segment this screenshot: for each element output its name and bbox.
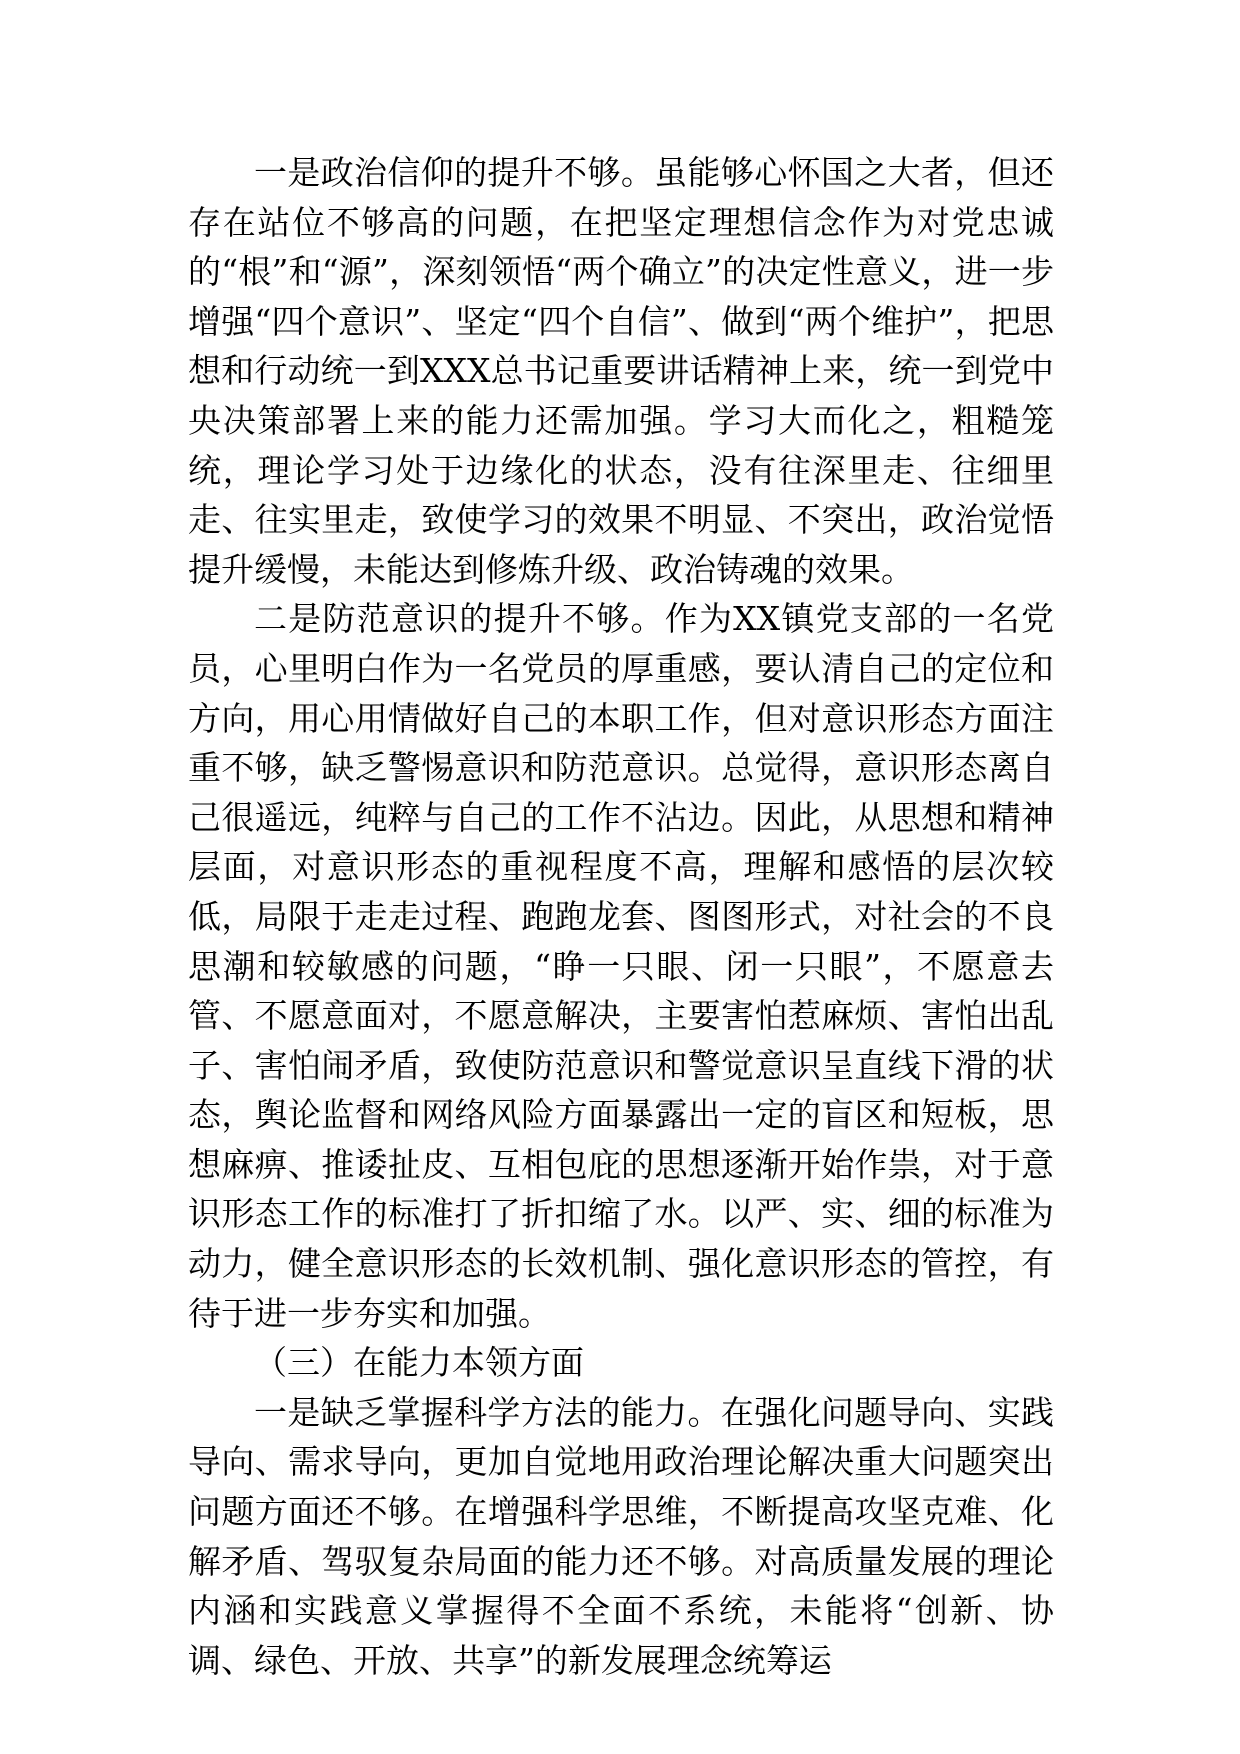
document-page xyxy=(188,148,1054,1685)
paragraph-prevention-awareness: 二是防范意识的提升不够。作为XX镇党支部的一名党员，心里明白作为一名党员的厚重感，要认清自己的定位和方向，用心用情做好自己的本职工作，但对意识形态方面注重不够，缺乏警惕意识和防范意识。总觉得，意识形态离自己很遥远，纯粹与自己的工作不沾边。因此，从思想和精神层面，对意识形态的重视程度不高，理解和感悟的层次较低，局限于走走过程、跑跑龙套、图图形式，对社会的不良思潮和较敏感的问题，“睁一只眼、闭一只眼”，不愿意去管、不愿意面对，不愿意解决，主要害怕惹麻烦、害怕出乱子、害怕闹矛盾，致使防范意识和警觉意识呈直线下滑的状态，舆论监督和网络风险方面暴露出一定的盲区和短板，思想麻痹、推诿扯皮、互相包庇的思想逐渐开始作祟，对于意识形态工作的标准打了折扣缩了水。以严、实、细的标准为动力，健全意识形态的长效机制、强化意识形态的管控，有待于进一步夯实和加强。 xyxy=(188,599,1054,1333)
paragraph-political-belief: 一是政治信仰的提升不够。虽能够心怀国之大者，但还存在站位不够高的问题，在把坚定理想信念作为对党忠诚的“根”和“源”，深刻领悟“两个确立”的决定性意义，进一步增强“四个意识”、坚定“四个自信”、做到“两个维护”，把思想和行动统一到XXX总书记重要讲话精神上来，统一到党中央决策部署上来的能力还需加强。学习大而化之，粗糙笼统，理论学习处于边缘化的状态，没有往深里走、往细里走、往实里走，致使学习的效果不明显、不突出，政治觉悟提升缓慢，未能达到修炼升级、政治铸魂的效果。 xyxy=(188,153,1054,589)
section-heading-ability: （三）在能力本领方面 xyxy=(254,1343,584,1383)
paragraph-scientific-method: 一是缺乏掌握科学方法的能力。在强化问题导向、实践导向、需求导向，更加自觉地用政治理论解决重大问题突出问题方面还不够。在增强科学思维，不断提高攻坚克难、化解矛盾、驾驭复杂局面的能力还不够。对高质量发展的理论内涵和实践意义掌握得不全面不系统，未能将“创新、协调、绿色、开放、共享”的新发展理念统筹运 xyxy=(188,1392,1054,1680)
